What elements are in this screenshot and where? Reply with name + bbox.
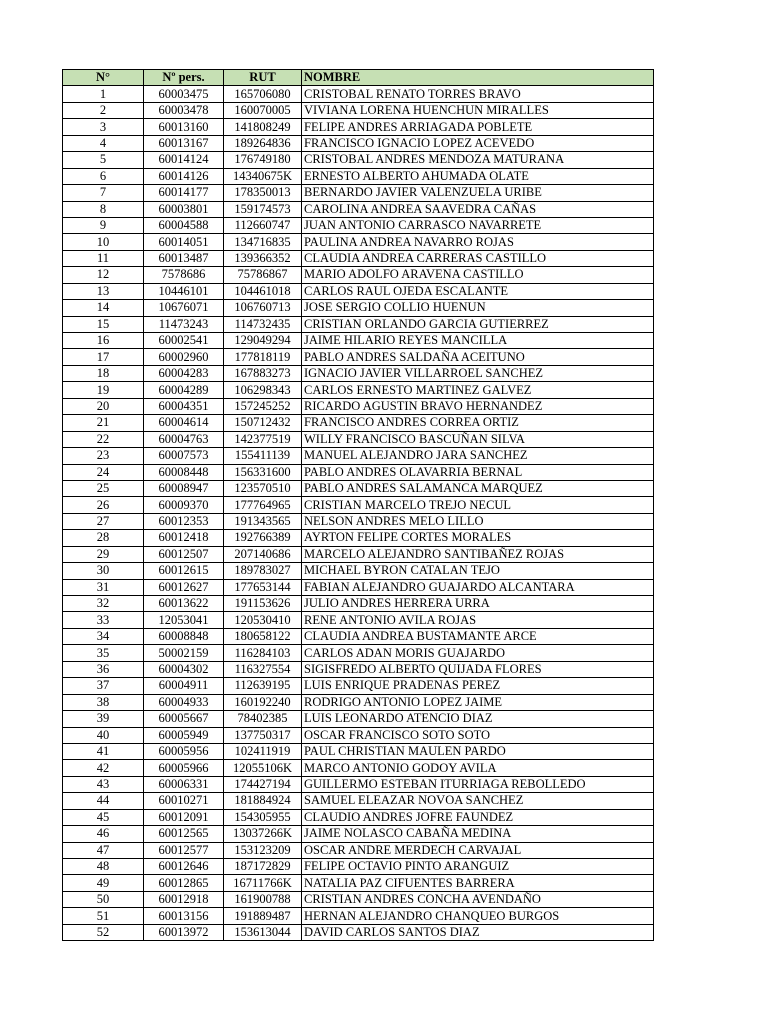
cell-nombre: CRISTIAN MARCELO TREJO NECUL (302, 497, 654, 513)
cell-personnel-number: 60003801 (144, 201, 224, 217)
cell-number: 21 (63, 415, 144, 431)
cell-personnel-number: 60002960 (144, 349, 224, 365)
cell-number: 15 (63, 316, 144, 332)
cell-personnel-number: 60012577 (144, 842, 224, 858)
cell-number: 13 (63, 283, 144, 299)
cell-nombre: HERNAN ALEJANDRO CHANQUEO BURGOS (302, 908, 654, 924)
table-row (63, 152, 654, 168)
cell-personnel-number: 60012418 (144, 530, 224, 546)
cell-nombre: PABLO ANDRES SALDAÑA ACEITUNO (302, 349, 654, 365)
cell-personnel-number: 60003478 (144, 102, 224, 118)
cell-personnel-number: 60014177 (144, 185, 224, 201)
cell-number: 16 (63, 333, 144, 349)
cell-personnel-number: 60003475 (144, 86, 224, 102)
personnel-table (62, 69, 654, 941)
cell-nombre: DAVID CARLOS SANTOS DIAZ (302, 924, 654, 940)
cell-number: 12 (63, 267, 144, 283)
cell-nombre: SIGISFREDO ALBERTO QUIJADA FLORES (302, 661, 654, 677)
table-row (63, 826, 654, 842)
cell-number: 29 (63, 546, 144, 562)
cell-number: 41 (63, 743, 144, 759)
cell-rut: 191153626 (224, 596, 302, 612)
cell-nombre: CARLOS ERNESTO MARTINEZ GALVEZ (302, 382, 654, 398)
cell-rut: 189264836 (224, 135, 302, 151)
cell-rut: 167883273 (224, 365, 302, 381)
cell-rut: 191889487 (224, 908, 302, 924)
cell-personnel-number: 10446101 (144, 283, 224, 299)
cell-number: 45 (63, 809, 144, 825)
cell-rut: 177653144 (224, 579, 302, 595)
cell-nombre: ERNESTO ALBERTO AHUMADA OLATE (302, 168, 654, 184)
table-row (63, 743, 654, 759)
table-row (63, 300, 654, 316)
cell-number: 47 (63, 842, 144, 858)
cell-number: 30 (63, 563, 144, 579)
table-row (63, 333, 654, 349)
header-row (63, 70, 654, 86)
cell-nombre: CLAUDIA ANDREA CARRERAS CASTILLO (302, 250, 654, 266)
cell-nombre: JOSE SERGIO COLLIO HUENUN (302, 300, 654, 316)
cell-number: 9 (63, 217, 144, 233)
cell-rut: 106298343 (224, 382, 302, 398)
cell-rut: 142377519 (224, 431, 302, 447)
cell-rut: 174427194 (224, 776, 302, 792)
table-row (63, 464, 654, 480)
cell-rut: 150712432 (224, 415, 302, 431)
cell-personnel-number: 60014126 (144, 168, 224, 184)
cell-personnel-number: 60004283 (144, 365, 224, 381)
cell-rut: 106760713 (224, 300, 302, 316)
table-row (63, 168, 654, 184)
cell-number: 40 (63, 727, 144, 743)
cell-number: 35 (63, 645, 144, 661)
table-row (63, 678, 654, 694)
cell-nombre: NATALIA PAZ CIFUENTES BARRERA (302, 875, 654, 891)
cell-rut: 180658122 (224, 628, 302, 644)
table-row (63, 480, 654, 496)
cell-rut: 187172829 (224, 859, 302, 875)
cell-number: 39 (63, 711, 144, 727)
table-row (63, 760, 654, 776)
cell-nombre: FRANCISCO ANDRES CORREA ORTIZ (302, 415, 654, 431)
cell-rut: 157245252 (224, 398, 302, 414)
cell-nombre: MARCELO ALEJANDRO SANTIBAÑEZ ROJAS (302, 546, 654, 562)
cell-personnel-number: 60013167 (144, 135, 224, 151)
cell-rut: 154305955 (224, 809, 302, 825)
cell-nombre: LUIS LEONARDO ATENCIO DIAZ (302, 711, 654, 727)
cell-personnel-number: 60005966 (144, 760, 224, 776)
cell-number: 1 (63, 86, 144, 102)
table-row (63, 645, 654, 661)
cell-personnel-number: 10676071 (144, 300, 224, 316)
cell-nombre: WILLY FRANCISCO BASCUÑAN SILVA (302, 431, 654, 447)
cell-rut: 134716835 (224, 234, 302, 250)
cell-number: 17 (63, 349, 144, 365)
table-row (63, 234, 654, 250)
cell-number: 34 (63, 628, 144, 644)
cell-rut: 159174573 (224, 201, 302, 217)
cell-number: 18 (63, 365, 144, 381)
cell-nombre: CRISTIAN ORLANDO GARCIA GUTIERREZ (302, 316, 654, 332)
cell-personnel-number: 60005956 (144, 743, 224, 759)
cell-number: 20 (63, 398, 144, 414)
cell-number: 38 (63, 694, 144, 710)
cell-nombre: OSCAR FRANCISCO SOTO SOTO (302, 727, 654, 743)
cell-rut: 114732435 (224, 316, 302, 332)
cell-number: 7 (63, 185, 144, 201)
table-row (63, 908, 654, 924)
table-row (63, 612, 654, 628)
cell-personnel-number: 60012091 (144, 809, 224, 825)
cell-number: 14 (63, 300, 144, 316)
cell-rut: 153613044 (224, 924, 302, 940)
cell-number: 43 (63, 776, 144, 792)
cell-rut: 155411139 (224, 448, 302, 464)
table-row (63, 283, 654, 299)
table-row (63, 349, 654, 365)
cell-personnel-number: 60005949 (144, 727, 224, 743)
cell-rut: 104461018 (224, 283, 302, 299)
table-row (63, 102, 654, 118)
cell-personnel-number: 60012918 (144, 891, 224, 907)
cell-rut: 161900788 (224, 891, 302, 907)
cell-personnel-number: 60004763 (144, 431, 224, 447)
cell-rut: 177764965 (224, 497, 302, 513)
cell-personnel-number: 60004351 (144, 398, 224, 414)
cell-personnel-number: 60004289 (144, 382, 224, 398)
cell-personnel-number: 60010271 (144, 793, 224, 809)
cell-nombre: CLAUDIO ANDRES JOFRE FAUNDEZ (302, 809, 654, 825)
cell-nombre: JAIME HILARIO REYES MANCILLA (302, 333, 654, 349)
cell-number: 24 (63, 464, 144, 480)
cell-nombre: MANUEL ALEJANDRO JARA SANCHEZ (302, 448, 654, 464)
cell-number: 49 (63, 875, 144, 891)
cell-number: 22 (63, 431, 144, 447)
cell-personnel-number: 12053041 (144, 612, 224, 628)
table-row (63, 727, 654, 743)
cell-nombre: PAUL CHRISTIAN MAULEN PARDO (302, 743, 654, 759)
table-row (63, 448, 654, 464)
table-row (63, 365, 654, 381)
cell-rut: 192766389 (224, 530, 302, 546)
cell-rut: 177818119 (224, 349, 302, 365)
cell-rut: 191343565 (224, 513, 302, 529)
cell-personnel-number: 60004614 (144, 415, 224, 431)
cell-personnel-number: 60013156 (144, 908, 224, 924)
table-row (63, 661, 654, 677)
cell-rut: 156331600 (224, 464, 302, 480)
cell-nombre: PAULINA ANDREA NAVARRO ROJAS (302, 234, 654, 250)
cell-personnel-number: 60012865 (144, 875, 224, 891)
cell-rut: 14340675K (224, 168, 302, 184)
cell-nombre: NELSON ANDRES MELO LILLO (302, 513, 654, 529)
table-row (63, 201, 654, 217)
column-header-personnel-number: Nº pers. (144, 70, 224, 86)
cell-number: 51 (63, 908, 144, 924)
cell-number: 50 (63, 891, 144, 907)
cell-rut: 112660747 (224, 217, 302, 233)
table-row (63, 135, 654, 151)
cell-number: 25 (63, 480, 144, 496)
cell-rut: 181884924 (224, 793, 302, 809)
cell-nombre: RICARDO AGUSTIN BRAVO HERNANDEZ (302, 398, 654, 414)
cell-nombre: FELIPE ANDRES ARRIAGADA POBLETE (302, 119, 654, 135)
table-row (63, 875, 654, 891)
cell-nombre: GUILLERMO ESTEBAN ITURRIAGA REBOLLEDO (302, 776, 654, 792)
cell-nombre: PABLO ANDRES OLAVARRIA BERNAL (302, 464, 654, 480)
cell-personnel-number: 7578686 (144, 267, 224, 283)
cell-personnel-number: 60004933 (144, 694, 224, 710)
cell-nombre: VIVIANA LORENA HUENCHUN MIRALLES (302, 102, 654, 118)
cell-nombre: RENE ANTONIO AVILA ROJAS (302, 612, 654, 628)
cell-rut: 176749180 (224, 152, 302, 168)
cell-number: 27 (63, 513, 144, 529)
cell-number: 6 (63, 168, 144, 184)
table-row (63, 513, 654, 529)
cell-number: 33 (63, 612, 144, 628)
table-row (63, 185, 654, 201)
cell-number: 44 (63, 793, 144, 809)
cell-number: 23 (63, 448, 144, 464)
cell-nombre: BERNARDO JAVIER VALENZUELA URIBE (302, 185, 654, 201)
table-row (63, 497, 654, 513)
cell-rut: 129049294 (224, 333, 302, 349)
table-row (63, 793, 654, 809)
cell-personnel-number: 60014051 (144, 234, 224, 250)
cell-rut: 160070005 (224, 102, 302, 118)
cell-nombre: CLAUDIA ANDREA BUSTAMANTE ARCE (302, 628, 654, 644)
cell-number: 48 (63, 859, 144, 875)
cell-personnel-number: 60006331 (144, 776, 224, 792)
cell-nombre: FRANCISCO IGNACIO LOPEZ ACEVEDO (302, 135, 654, 151)
cell-rut: 123570510 (224, 480, 302, 496)
cell-rut: 165706080 (224, 86, 302, 102)
table-body (63, 86, 654, 941)
column-header-number: N° (63, 70, 144, 86)
cell-rut: 141808249 (224, 119, 302, 135)
cell-nombre: CAROLINA ANDREA SAAVEDRA CAÑAS (302, 201, 654, 217)
cell-number: 4 (63, 135, 144, 151)
cell-rut: 16711766K (224, 875, 302, 891)
cell-rut: 207140686 (224, 546, 302, 562)
table-row (63, 267, 654, 283)
cell-nombre: OSCAR ANDRE MERDECH CARVAJAL (302, 842, 654, 858)
cell-nombre: MARCO ANTONIO GODOY AVILA (302, 760, 654, 776)
cell-personnel-number: 60009370 (144, 497, 224, 513)
cell-rut: 12055106K (224, 760, 302, 776)
cell-nombre: CRISTIAN ANDRES CONCHA AVENDAÑO (302, 891, 654, 907)
table-row (63, 694, 654, 710)
cell-number: 52 (63, 924, 144, 940)
cell-number: 8 (63, 201, 144, 217)
cell-personnel-number: 60005667 (144, 711, 224, 727)
cell-rut: 178350013 (224, 185, 302, 201)
cell-personnel-number: 50002159 (144, 645, 224, 661)
cell-personnel-number: 60002541 (144, 333, 224, 349)
cell-personnel-number: 60013622 (144, 596, 224, 612)
cell-personnel-number: 60013160 (144, 119, 224, 135)
table-row (63, 924, 654, 940)
cell-nombre: SAMUEL ELEAZAR NOVOA SANCHEZ (302, 793, 654, 809)
cell-personnel-number: 60004588 (144, 217, 224, 233)
cell-rut: 13037266K (224, 826, 302, 842)
cell-personnel-number: 60012565 (144, 826, 224, 842)
cell-number: 31 (63, 579, 144, 595)
cell-rut: 153123209 (224, 842, 302, 858)
cell-personnel-number: 60007573 (144, 448, 224, 464)
cell-personnel-number: 60014124 (144, 152, 224, 168)
cell-nombre: FELIPE OCTAVIO PINTO ARANGUIZ (302, 859, 654, 875)
cell-personnel-number: 60012627 (144, 579, 224, 595)
cell-number: 42 (63, 760, 144, 776)
cell-nombre: CARLOS RAUL OJEDA ESCALANTE (302, 283, 654, 299)
table-row (63, 711, 654, 727)
table-row (63, 809, 654, 825)
cell-nombre: AYRTON FELIPE CORTES MORALES (302, 530, 654, 546)
cell-number: 3 (63, 119, 144, 135)
table-row (63, 431, 654, 447)
table-row (63, 859, 654, 875)
table-row (63, 250, 654, 266)
table-row (63, 842, 654, 858)
cell-personnel-number: 60004302 (144, 661, 224, 677)
table-row (63, 563, 654, 579)
cell-rut: 112639195 (224, 678, 302, 694)
table-row (63, 415, 654, 431)
cell-nombre: JUAN ANTONIO CARRASCO NAVARRETE (302, 217, 654, 233)
cell-number: 10 (63, 234, 144, 250)
cell-rut: 137750317 (224, 727, 302, 743)
cell-nombre: CARLOS ADAN MORIS GUAJARDO (302, 645, 654, 661)
cell-nombre: MICHAEL BYRON CATALAN TEJO (302, 563, 654, 579)
cell-nombre: FABIAN ALEJANDRO GUAJARDO ALCANTARA (302, 579, 654, 595)
table-row (63, 217, 654, 233)
cell-nombre: JAIME NOLASCO CABAÑA MEDINA (302, 826, 654, 842)
column-header-rut: RUT (224, 70, 302, 86)
cell-number: 46 (63, 826, 144, 842)
cell-number: 28 (63, 530, 144, 546)
table-row (63, 119, 654, 135)
cell-rut: 189783027 (224, 563, 302, 579)
cell-number: 32 (63, 596, 144, 612)
cell-rut: 116284103 (224, 645, 302, 661)
cell-number: 5 (63, 152, 144, 168)
cell-personnel-number: 60012353 (144, 513, 224, 529)
table-row (63, 776, 654, 792)
table-row (63, 891, 654, 907)
cell-number: 11 (63, 250, 144, 266)
cell-nombre: MARIO ADOLFO ARAVENA CASTILLO (302, 267, 654, 283)
cell-number: 19 (63, 382, 144, 398)
cell-rut: 120530410 (224, 612, 302, 628)
cell-personnel-number: 60008848 (144, 628, 224, 644)
cell-personnel-number: 60012646 (144, 859, 224, 875)
cell-nombre: PABLO ANDRES SALAMANCA MARQUEZ (302, 480, 654, 496)
table-row (63, 596, 654, 612)
cell-rut: 75786867 (224, 267, 302, 283)
cell-number: 2 (63, 102, 144, 118)
cell-personnel-number: 60008947 (144, 480, 224, 496)
cell-personnel-number: 60012507 (144, 546, 224, 562)
table-row (63, 628, 654, 644)
cell-rut: 139366352 (224, 250, 302, 266)
cell-nombre: JULIO ANDRES HERRERA URRA (302, 596, 654, 612)
cell-personnel-number: 60004911 (144, 678, 224, 694)
table-row (63, 530, 654, 546)
cell-personnel-number: 60013972 (144, 924, 224, 940)
table-row (63, 398, 654, 414)
table-row (63, 86, 654, 102)
cell-nombre: RODRIGO ANTONIO LOPEZ JAIME (302, 694, 654, 710)
cell-personnel-number: 60012615 (144, 563, 224, 579)
column-header-nombre: NOMBRE (302, 70, 654, 86)
table-row (63, 382, 654, 398)
table-row (63, 316, 654, 332)
cell-personnel-number: 60008448 (144, 464, 224, 480)
cell-nombre: IGNACIO JAVIER VILLARROEL SANCHEZ (302, 365, 654, 381)
cell-number: 36 (63, 661, 144, 677)
cell-nombre: LUIS ENRIQUE PRADENAS PEREZ (302, 678, 654, 694)
table-row (63, 546, 654, 562)
cell-rut: 102411919 (224, 743, 302, 759)
table-row (63, 579, 654, 595)
cell-personnel-number: 60013487 (144, 250, 224, 266)
cell-nombre: CRISTOBAL ANDRES MENDOZA MATURANA (302, 152, 654, 168)
cell-rut: 160192240 (224, 694, 302, 710)
cell-rut: 116327554 (224, 661, 302, 677)
cell-number: 37 (63, 678, 144, 694)
cell-number: 26 (63, 497, 144, 513)
cell-rut: 78402385 (224, 711, 302, 727)
cell-personnel-number: 11473243 (144, 316, 224, 332)
cell-nombre: CRISTOBAL RENATO TORRES BRAVO (302, 86, 654, 102)
